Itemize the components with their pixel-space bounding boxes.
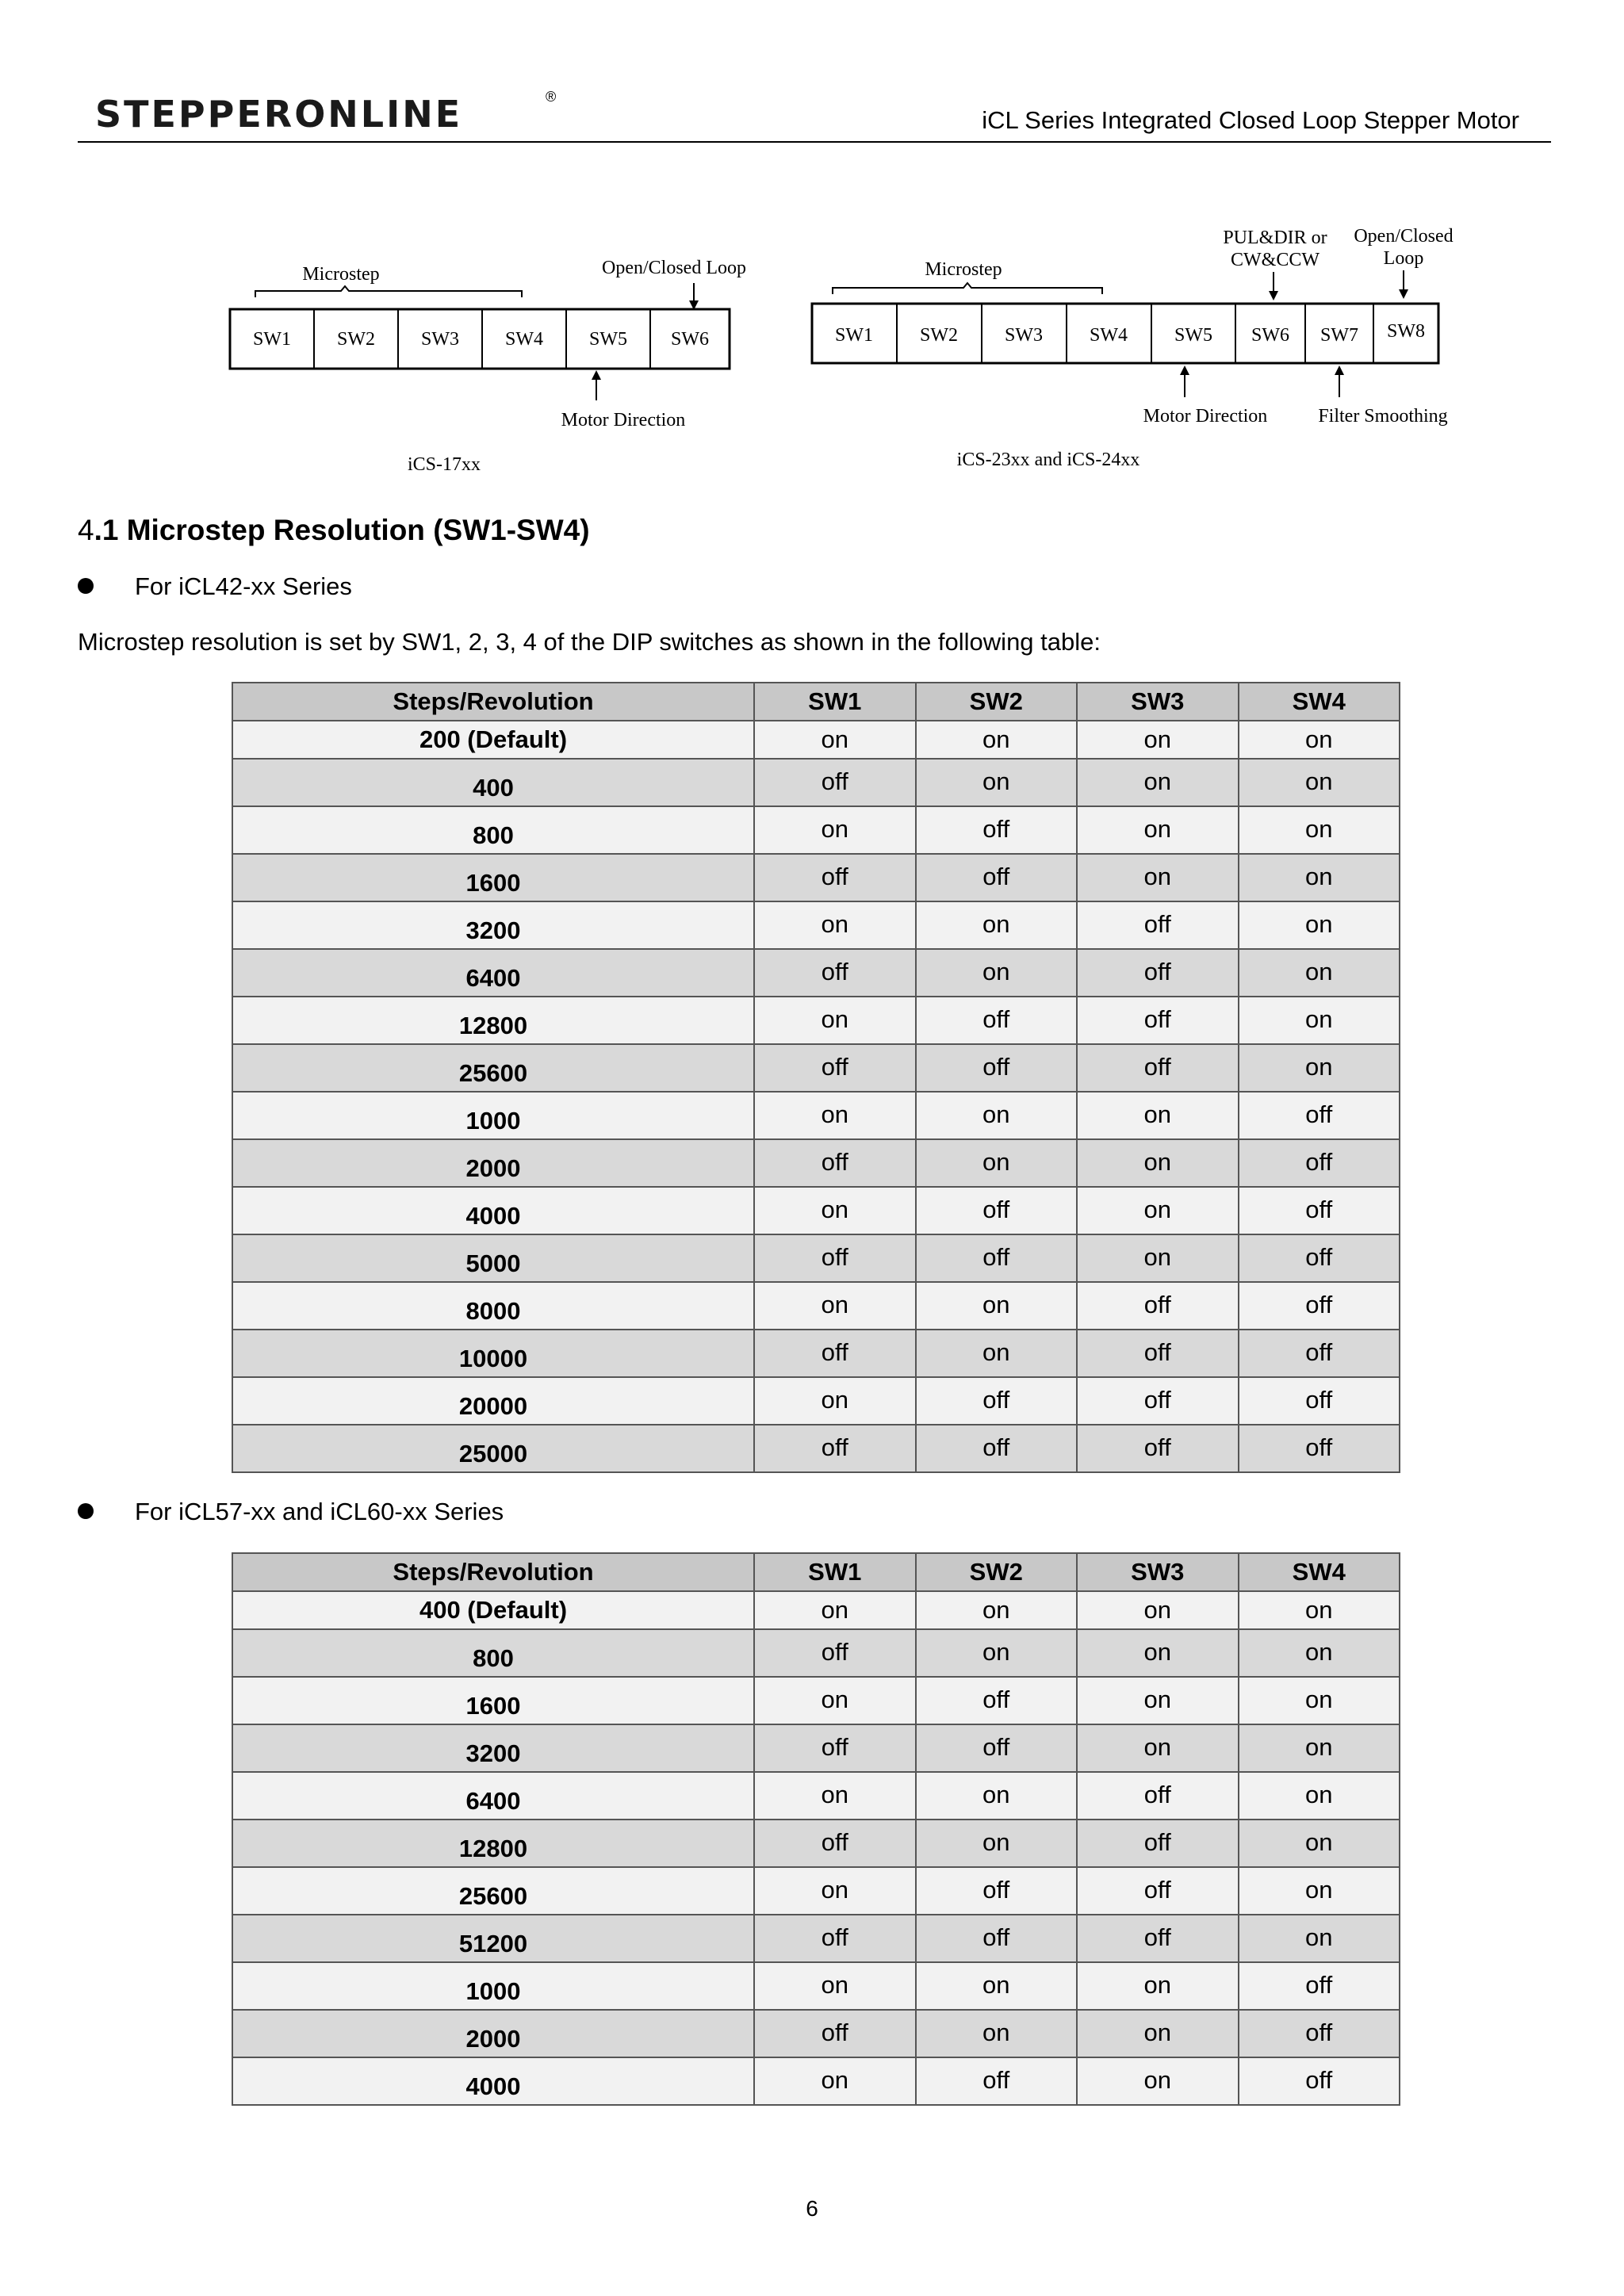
column-header: SW2 <box>916 1553 1078 1591</box>
switch-state-cell: on <box>1239 721 1400 759</box>
switch-state-cell: off <box>754 949 916 997</box>
table-row <box>232 2010 1400 2057</box>
switch-state-cell: on <box>916 1962 1078 2010</box>
switch-state-cell: off <box>1077 901 1239 949</box>
steps-cell: 3200 <box>232 1724 754 1772</box>
switch-label: SW8 <box>1387 321 1425 342</box>
switch-label: SW2 <box>337 329 375 350</box>
switch-state-cell: off <box>916 1425 1078 1472</box>
header-title: iCL Series Integrated Closed Loop Stepper Motor <box>982 106 1519 134</box>
switch-state-cell: off <box>1239 1187 1400 1234</box>
switch-state-cell: off <box>1239 1377 1400 1425</box>
stepperonline-logo <box>95 95 555 133</box>
switch-state-cell: off <box>754 1139 916 1187</box>
table-row <box>232 1629 1400 1677</box>
pul-dir-label: PUL&DIR or <box>1223 228 1327 248</box>
switch-state-cell: on <box>1239 949 1400 997</box>
switch-state-cell: on <box>1077 2010 1239 2057</box>
table-row <box>232 1425 1400 1472</box>
switch-state-cell: on <box>916 1772 1078 1820</box>
bullet-icon <box>78 1503 94 1519</box>
table-row <box>232 997 1400 1044</box>
steps-cell: 400 (Default) <box>232 1591 754 1629</box>
intro-paragraph: Microstep resolution is set by SW1, 2, 3, 4 of the DIP switches as shown in the following table: <box>78 628 1101 656</box>
switch-state-cell: off <box>754 1915 916 1962</box>
microstep-brace <box>255 286 522 297</box>
switch-state-cell: off <box>754 1724 916 1772</box>
switch-state-cell: off <box>916 1234 1078 1282</box>
steps-cell: 51200 <box>232 1915 754 1962</box>
switch-state-cell: off <box>754 1044 916 1092</box>
steps-cell: 4000 <box>232 1187 754 1234</box>
steps-cell: 400 <box>232 759 754 806</box>
switch-state-cell: on <box>1077 1591 1239 1629</box>
switch-state-cell: on <box>754 1962 916 2010</box>
table-row <box>232 1282 1400 1330</box>
filter-smoothing-label: Filter Smoothing <box>1318 406 1448 427</box>
switch-state-cell: on <box>916 1282 1078 1330</box>
switch-state-cell: on <box>1239 1915 1400 1962</box>
switch-state-cell: off <box>1077 1772 1239 1820</box>
switch-state-cell: off <box>916 2057 1078 2105</box>
switch-label: SW4 <box>1090 325 1128 346</box>
switch-state-cell: off <box>1077 1425 1239 1472</box>
section-heading <box>78 514 590 547</box>
switch-state-cell: off <box>1077 1915 1239 1962</box>
microstep-label: Microstep <box>302 264 380 285</box>
switch-state-cell: off <box>916 1915 1078 1962</box>
table-row <box>232 2057 1400 2105</box>
switch-state-cell: off <box>1077 1044 1239 1092</box>
column-header: SW3 <box>1077 683 1239 721</box>
switch-label: SW3 <box>421 329 459 350</box>
switch-state-cell: on <box>916 2010 1078 2057</box>
microstep-table-icl57-icl60 <box>232 1552 1400 2106</box>
switch-state-cell: on <box>1077 1234 1239 1282</box>
steps-cell: 2000 <box>232 2010 754 2057</box>
switch-state-cell: on <box>1077 1629 1239 1677</box>
switch-state-cell: off <box>916 1677 1078 1724</box>
switch-state-cell: off <box>1239 2057 1400 2105</box>
switch-state-cell: on <box>754 901 916 949</box>
switch-state-cell: off <box>1239 1962 1400 2010</box>
steps-cell: 4000 <box>232 2057 754 2105</box>
switch-label: SW4 <box>505 329 543 350</box>
switch-state-cell: on <box>1239 854 1400 901</box>
table-row <box>232 1092 1400 1139</box>
switch-state-cell: on <box>1239 1772 1400 1820</box>
registered-mark: ® <box>546 89 557 105</box>
switch-state-cell: off <box>754 1234 916 1282</box>
steps-cell: 800 <box>232 806 754 854</box>
switch-state-cell: off <box>1239 1092 1400 1139</box>
switch-state-cell: off <box>916 1724 1078 1772</box>
table-row <box>232 759 1400 806</box>
switch-state-cell: on <box>916 1591 1078 1629</box>
switch-state-cell: on <box>754 1867 916 1915</box>
steps-cell: 12800 <box>232 1820 754 1867</box>
switch-state-cell: off <box>1077 1377 1239 1425</box>
switch-state-cell: on <box>1239 759 1400 806</box>
switch-state-cell: on <box>1239 901 1400 949</box>
logo-text: STEPPERONLINE <box>95 95 463 133</box>
switch-state-cell: off <box>754 1425 916 1472</box>
switch-state-cell: off <box>916 806 1078 854</box>
switch-state-cell: off <box>1239 2010 1400 2057</box>
table-row <box>232 721 1400 759</box>
diagram-ics-17xx <box>230 258 746 475</box>
column-header: SW3 <box>1077 1553 1239 1591</box>
table-header-row <box>232 1553 1400 1591</box>
page-header <box>78 89 1551 143</box>
steps-cell: 1000 <box>232 1092 754 1139</box>
open-closed-arrowhead <box>1399 289 1408 299</box>
table-row <box>232 806 1400 854</box>
switch-state-cell: off <box>1239 1139 1400 1187</box>
steps-cell: 5000 <box>232 1234 754 1282</box>
steps-cell: 20000 <box>232 1377 754 1425</box>
bullet-item <box>78 572 352 601</box>
switch-state-cell: on <box>916 759 1078 806</box>
column-header: SW4 <box>1239 683 1400 721</box>
section-number: 4 <box>78 514 94 546</box>
switch-state-cell: on <box>1077 806 1239 854</box>
switch-state-cell: on <box>916 1330 1078 1377</box>
table-row <box>232 1772 1400 1820</box>
switch-state-cell: on <box>1077 759 1239 806</box>
switch-state-cell: off <box>916 1187 1078 1234</box>
switch-label: SW1 <box>253 329 291 350</box>
steps-cell: 2000 <box>232 1139 754 1187</box>
steps-cell: 200 (Default) <box>232 721 754 759</box>
switch-state-cell: on <box>1239 1677 1400 1724</box>
switch-state-cell: off <box>916 1377 1078 1425</box>
switch-state-cell: on <box>1239 1867 1400 1915</box>
column-header: SW1 <box>754 683 916 721</box>
steps-cell: 1600 <box>232 854 754 901</box>
switch-state-cell: on <box>754 1772 916 1820</box>
switch-state-cell: on <box>1077 1092 1239 1139</box>
column-header: SW1 <box>754 1553 916 1591</box>
table-row <box>232 1139 1400 1187</box>
switch-state-cell: on <box>754 997 916 1044</box>
microstep-table-icl42 <box>232 682 1400 1473</box>
switch-state-cell: on <box>754 806 916 854</box>
switch-state-cell: on <box>916 1820 1078 1867</box>
switch-state-cell: on <box>1239 1820 1400 1867</box>
switch-state-cell: on <box>754 2057 916 2105</box>
microstep-label: Microstep <box>925 259 1002 280</box>
pul-dir-label: CW&CCW <box>1231 250 1320 270</box>
switch-state-cell: off <box>754 2010 916 2057</box>
switch-state-cell: on <box>916 1629 1078 1677</box>
switch-state-cell: on <box>1077 1139 1239 1187</box>
switch-label: SW1 <box>835 325 873 346</box>
switch-state-cell: on <box>916 1139 1078 1187</box>
table-row <box>232 949 1400 997</box>
switch-state-cell: on <box>1077 1677 1239 1724</box>
switch-state-cell: off <box>1239 1234 1400 1282</box>
switch-state-cell: off <box>1077 997 1239 1044</box>
switch-state-cell: off <box>1077 1820 1239 1867</box>
diagram-ics-23xx-24xx <box>812 226 1454 470</box>
steps-cell: 8000 <box>232 1282 754 1330</box>
table-row <box>232 1234 1400 1282</box>
motor-direction-label: Motor Direction <box>1143 406 1268 427</box>
switch-state-cell: off <box>916 997 1078 1044</box>
switch-state-cell: on <box>1077 2057 1239 2105</box>
table-row <box>232 1044 1400 1092</box>
switch-state-cell: off <box>1077 1282 1239 1330</box>
switch-box <box>230 309 730 369</box>
switch-state-cell: off <box>754 1629 916 1677</box>
diagram-caption: iCS-17xx <box>407 454 481 475</box>
table-row <box>232 1591 1400 1629</box>
switch-state-cell: on <box>916 901 1078 949</box>
switch-state-cell: on <box>754 1377 916 1425</box>
steps-cell: 25600 <box>232 1044 754 1092</box>
switch-label: SW5 <box>589 329 627 350</box>
steps-cell: 1000 <box>232 1962 754 2010</box>
switch-state-cell: on <box>1239 1724 1400 1772</box>
switch-state-cell: off <box>916 1044 1078 1092</box>
table-row <box>232 1867 1400 1915</box>
switch-label: SW6 <box>1251 325 1289 346</box>
switch-state-cell: off <box>754 1330 916 1377</box>
switch-state-cell: on <box>754 1677 916 1724</box>
column-header: SW2 <box>916 683 1078 721</box>
table-row <box>232 1724 1400 1772</box>
column-header: SW4 <box>1239 1553 1400 1591</box>
steps-cell: 25000 <box>232 1425 754 1472</box>
section-title-text: .1 Microstep Resolution (SW1-SW4) <box>94 514 590 546</box>
bullet-item <box>78 1498 504 1526</box>
switch-state-cell: on <box>754 1092 916 1139</box>
column-header: Steps/Revolution <box>232 1553 754 1591</box>
pul-dir-arrowhead <box>1269 291 1278 300</box>
page-number: 6 <box>806 2196 818 2221</box>
switch-state-cell: on <box>1077 1724 1239 1772</box>
table-row <box>232 1377 1400 1425</box>
steps-cell: 6400 <box>232 949 754 997</box>
bullet-icon <box>78 578 94 594</box>
switch-state-cell: off <box>1077 949 1239 997</box>
table-row <box>232 1962 1400 2010</box>
switch-state-cell: off <box>1239 1425 1400 1472</box>
switch-label: SW5 <box>1174 325 1212 346</box>
switch-state-cell: off <box>916 854 1078 901</box>
open-closed-label: Loop <box>1383 248 1424 269</box>
switch-state-cell: on <box>916 949 1078 997</box>
steps-cell: 25600 <box>232 1867 754 1915</box>
microstep-brace <box>833 283 1102 294</box>
table-row <box>232 1677 1400 1724</box>
switch-state-cell: on <box>1239 1044 1400 1092</box>
switch-state-cell: on <box>754 721 916 759</box>
switch-state-cell: on <box>916 721 1078 759</box>
steps-cell: 3200 <box>232 901 754 949</box>
diagram-caption: iCS-23xx and iCS-24xx <box>956 450 1140 470</box>
switch-state-cell: off <box>1077 1330 1239 1377</box>
switch-state-cell: off <box>754 1820 916 1867</box>
steps-cell: 6400 <box>232 1772 754 1820</box>
switch-state-cell: on <box>1077 721 1239 759</box>
switch-state-cell: off <box>916 1867 1078 1915</box>
motor-direction-label: Motor Direction <box>561 410 686 430</box>
table-header-row <box>232 683 1400 721</box>
switch-state-cell: on <box>754 1591 916 1629</box>
switch-state-cell: on <box>1239 997 1400 1044</box>
switch-state-cell: on <box>1239 1591 1400 1629</box>
switch-state-cell: off <box>1239 1282 1400 1330</box>
switch-label: SW6 <box>671 329 709 350</box>
switch-state-cell: on <box>916 1092 1078 1139</box>
open-closed-label: Open/Closed Loop <box>602 258 746 278</box>
switch-state-cell: on <box>754 1187 916 1234</box>
table-row <box>232 1187 1400 1234</box>
switch-state-cell: on <box>1077 854 1239 901</box>
switch-state-cell: on <box>754 1282 916 1330</box>
switch-state-cell: off <box>754 854 916 901</box>
table-row <box>232 1330 1400 1377</box>
switch-state-cell: on <box>1077 1962 1239 2010</box>
dip-switch-diagram <box>222 218 1491 480</box>
switch-state-cell: on <box>1077 1187 1239 1234</box>
switch-label: SW7 <box>1320 325 1358 346</box>
steps-cell: 10000 <box>232 1330 754 1377</box>
switch-state-cell: on <box>1239 1629 1400 1677</box>
open-closed-label: Open/Closed <box>1354 226 1454 247</box>
switch-label: SW2 <box>920 325 958 346</box>
table-row <box>232 1915 1400 1962</box>
steps-cell: 800 <box>232 1629 754 1677</box>
bullet-text: For iCL42-xx Series <box>135 572 352 600</box>
switch-state-cell: on <box>1239 806 1400 854</box>
bullet-text: For iCL57-xx and iCL60-xx Series <box>135 1498 504 1525</box>
switch-state-cell: off <box>1077 1867 1239 1915</box>
column-header: Steps/Revolution <box>232 683 754 721</box>
switch-state-cell: off <box>1239 1330 1400 1377</box>
steps-cell: 12800 <box>232 997 754 1044</box>
table-row <box>232 901 1400 949</box>
steps-cell: 1600 <box>232 1677 754 1724</box>
table-row <box>232 1820 1400 1867</box>
switch-label: SW3 <box>1005 325 1043 346</box>
table-row <box>232 854 1400 901</box>
switch-state-cell: off <box>754 759 916 806</box>
